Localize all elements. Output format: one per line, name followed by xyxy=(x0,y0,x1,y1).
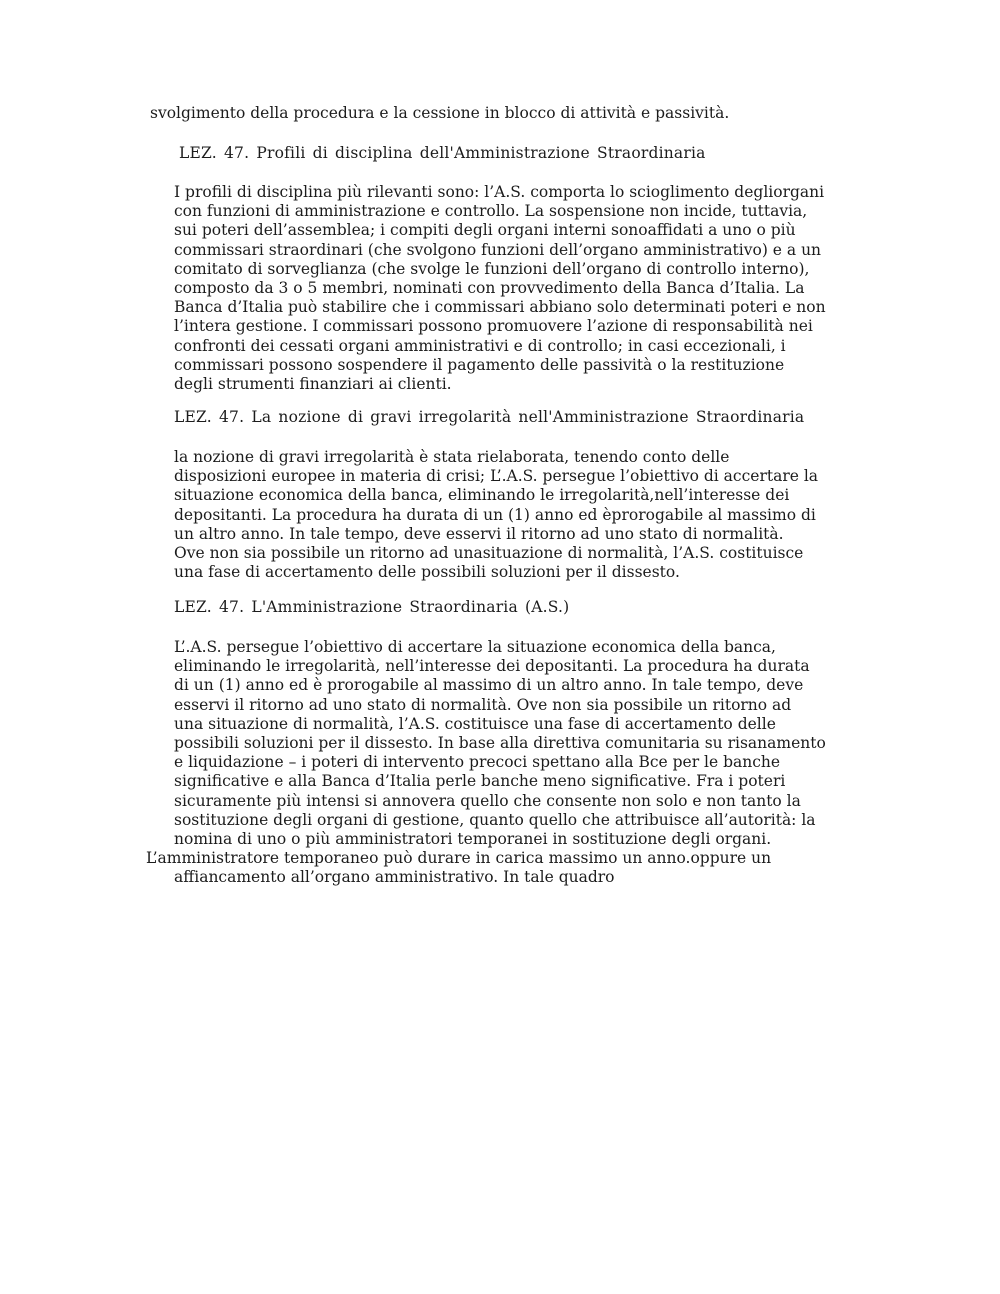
paragraph-line: degli strumenti finanziari ai clienti. xyxy=(174,375,452,394)
paragraph-line: L’amministratore temporaneo può durare in carica massimo un anno.oppure un xyxy=(146,849,772,868)
intro-line: svolgimento della procedura e la cessione in blocco di attività e passività. xyxy=(150,104,730,122)
paragraph-line: L’.A.S. persegue l’obiettivo di accertare la situazione economica della banca, xyxy=(174,638,776,656)
section-heading-as: LEZ. 47. L'Amministrazione Straordinaria (A.S.) xyxy=(174,598,570,616)
paragraph-line: sostituzione degli organi di gestione, quanto quello che attribuisce all’autorità: la xyxy=(174,810,816,829)
section-heading-profili: LEZ. 47. Profili di disciplina dell'Amministrazione Straordinaria xyxy=(179,144,706,162)
paragraph-line: una fase di accertamento delle possibili soluzioni per il dissesto. xyxy=(174,563,680,582)
paragraph-line: una situazione di normalità, l’A.S. costituisce una fase di accertamento delle xyxy=(174,714,776,733)
paragraph-line: eliminando le irregolarità, nell’interesse dei depositanti. La procedura ha durata xyxy=(174,657,810,676)
section-heading-nozione: LEZ. 47. La nozione di gravi irregolarità nell'Amministrazione Straordinaria xyxy=(174,408,805,426)
paragraph-line: esservi il ritorno ad uno stato di normalità. Ove non sia possibile un ritorno ad xyxy=(174,695,792,714)
paragraph-line: comitato di sorveglianza (che svolge le funzioni dell’organo di controllo interno), xyxy=(174,259,810,278)
paragraph-line: disposizioni europee in materia di crisi; L’.A.S. persegue l’obiettivo di accertare la xyxy=(174,467,819,486)
paragraph-line: commissari possono sospendere il pagamento delle passività o la restituzione xyxy=(174,355,785,374)
paragraph-line: possibili soluzioni per il dissesto. In base alla direttiva comunitaria su risanamento xyxy=(174,734,826,753)
paragraph-line: confronti dei cessati organi amministrativi e di controllo; in casi eccezionali, i xyxy=(174,336,786,355)
paragraph-line: un altro anno. In tale tempo, deve esservi il ritorno ad uno stato di normalità. xyxy=(174,524,784,543)
paragraph-line: sicuramente più intensi si annovera quello che consente non solo e non tanto la xyxy=(174,791,801,810)
paragraph-line: composto da 3 o 5 membri, nominati con provvedimento della Banca d’Italia. La xyxy=(174,279,805,298)
paragraph-line: nomina di uno o più amministratori temporanei in sostituzione degli organi. xyxy=(174,830,772,849)
paragraph-line: depositanti. La procedura ha durata di un (1) anno ed èprorogabile al massimo di xyxy=(174,505,816,524)
paragraph-line: la nozione di gravi irregolarità è stata rielaborata, tenendo conto delle xyxy=(174,448,730,466)
paragraph-line: I profili di disciplina più rilevanti sono: l’A.S. comporta lo scioglimento degliorgani xyxy=(174,183,825,201)
section-paragraph-as xyxy=(146,638,826,888)
paragraph-line: l’intera gestione. I commissari possono promuovere l’azione di responsabilità nei xyxy=(174,317,813,336)
paragraph-line: di un (1) anno ed è prorogabile al massimo di un altro anno. In tale tempo, deve xyxy=(174,676,804,695)
paragraph-line: significative e alla Banca d’Italia perle banche meno significative. Fra i poteri xyxy=(174,772,786,791)
paragraph-line: affiancamento all’organo amministrativo. In tale quadro xyxy=(174,868,615,887)
paragraph-line: Banca d’Italia può stabilire che i commissari abbiano solo determinati poteri e non xyxy=(174,298,826,317)
paragraph-line: e liquidazione – i poteri di intervento precoci spettano alla Bce per le banche xyxy=(174,753,781,772)
paragraph-line: con funzioni di amministrazione e controllo. La sospensione non incide, tuttavia, xyxy=(174,202,808,221)
paragraph-line: commissari straordinari (che svolgono funzioni dell’organo amministrativo) e a un xyxy=(174,240,822,259)
paragraph-line: situazione economica della banca, eliminando le irregolarità,nell’interesse dei xyxy=(174,486,790,505)
paragraph-line: Ove non sia possibile un ritorno ad unasituazione di normalità, l’A.S. costituisce xyxy=(174,544,804,563)
section-paragraph-profili xyxy=(174,183,826,394)
section-paragraph-nozione xyxy=(174,448,818,582)
paragraph-line: sui poteri dell’assemblea; i compiti degli organi interni sonoaffidati a uno o più xyxy=(174,221,796,240)
